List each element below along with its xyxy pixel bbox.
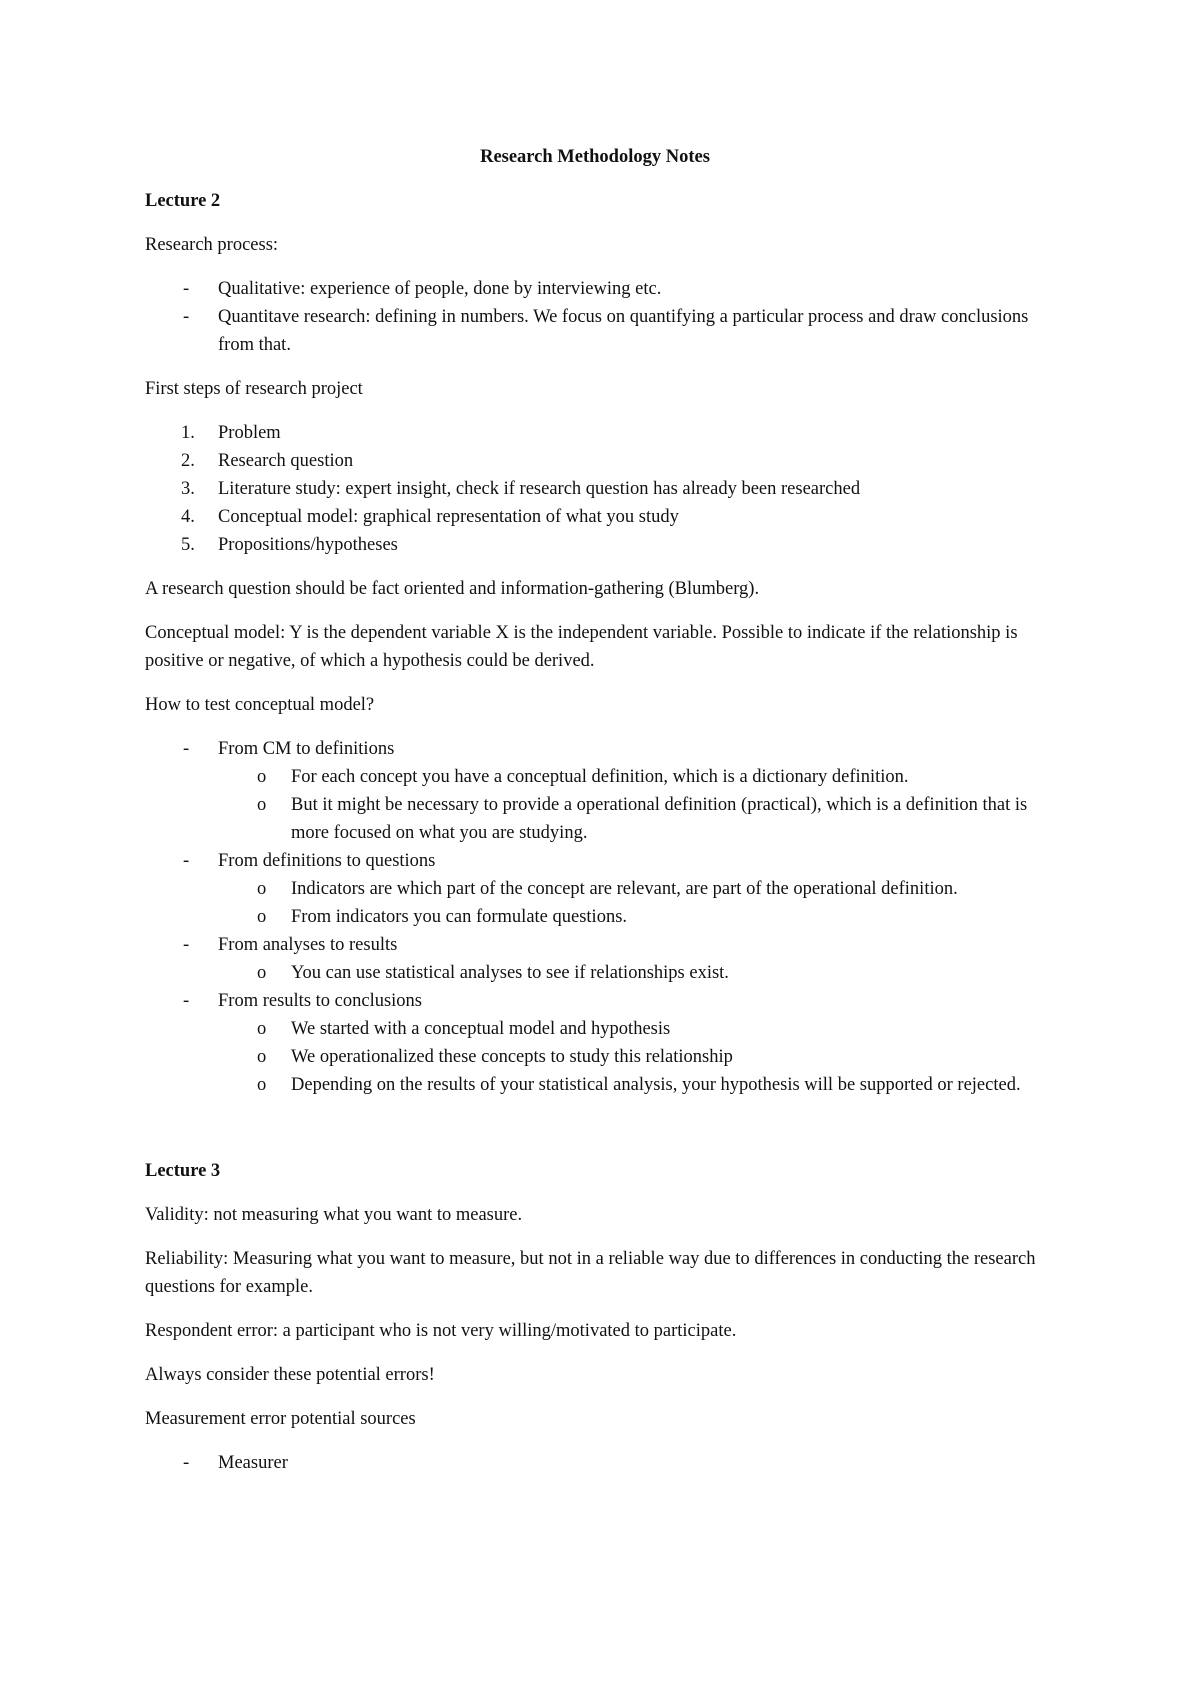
dash-bullet: - [183, 1453, 190, 1473]
list-item-text: From CM to definitions [218, 739, 395, 759]
sub-list-item-text: We operationalized these concepts to study this relationship [291, 1047, 733, 1067]
validity-note: Validity: not measuring what you want to measure. [145, 1205, 523, 1225]
dash-bullet: - [183, 991, 190, 1011]
test-cm-label: How to test conceptual model? [145, 695, 375, 715]
first-steps-list [145, 419, 1045, 559]
list-item-text: From definitions to questions [218, 851, 436, 871]
list-item [145, 987, 1045, 1015]
sub-list-item-text: Depending on the results of your statistical analysis, your hypothesis will be supported or rejected. [291, 1075, 1021, 1095]
dash-bullet: - [183, 307, 190, 327]
list-item-text: Qualitative: experience of people, done by interviewing etc. [218, 279, 662, 299]
list-item-text: Research question [218, 451, 354, 471]
list-item [145, 275, 1045, 303]
document-title: Research Methodology Notes [480, 147, 710, 167]
numbered-item [145, 503, 1045, 531]
sub-list-item [145, 763, 1045, 791]
sub-list-item [145, 1015, 1045, 1043]
sub-list-item-text: We started with a conceptual model and hypothesis [291, 1019, 671, 1039]
sub-list-item [145, 1071, 1045, 1099]
document-page [145, 135, 1045, 1493]
circle-bullet: o [257, 963, 267, 983]
sub-list-item-text: But it might be necessary to provide a operational definition (practical), which is a definition that is more focused on what you are studying. [291, 795, 1028, 843]
always-consider-note: Always consider these potential errors! [145, 1365, 435, 1385]
measurement-error-list [145, 1449, 1045, 1477]
first-steps-label: First steps of research project [145, 379, 363, 399]
respondent-error-note: Respondent error: a participant who is not very willing/motivated to participate. [145, 1321, 737, 1341]
sub-list-item [145, 959, 1045, 987]
reliability-note: Reliability: Measuring what you want to measure, but not in a reliable way due to differences in conducting the research questions for example. [145, 1249, 1036, 1297]
measurement-error-label: Measurement error potential sources [145, 1409, 416, 1429]
sub-list-item-text: For each concept you have a conceptual definition, which is a dictionary definition. [291, 767, 909, 787]
research-question-note: A research question should be fact oriented and information-gathering (Blumberg). [145, 579, 760, 599]
list-item-text: Problem [218, 423, 281, 443]
circle-bullet: o [257, 767, 267, 787]
item-number: 4. [181, 507, 195, 527]
section-spacer [145, 1115, 1045, 1157]
lecture-2-heading: Lecture 2 [145, 191, 221, 211]
sub-list-item [145, 875, 1045, 903]
circle-bullet: o [257, 1075, 267, 1095]
numbered-item [145, 447, 1045, 475]
dash-bullet: - [183, 851, 190, 871]
list-item-text: Conceptual model: graphical representation of what you study [218, 507, 679, 527]
sub-list-item [145, 903, 1045, 931]
sub-list-item [145, 791, 1045, 847]
sub-list-item [145, 1043, 1045, 1071]
item-number: 1. [181, 423, 195, 443]
sub-list-item-text: Indicators are which part of the concept are relevant, are part of the operational definition. [291, 879, 958, 899]
list-item-text: From analyses to results [218, 935, 398, 955]
list-item-text: Propositions/hypotheses [218, 535, 398, 555]
list-item [145, 847, 1045, 875]
conceptual-model-note: Conceptual model: Y is the dependent variable X is the independent variable. Possible to indicate if the relationship is positive or negative, of which a hypothesis could be derived. [145, 623, 1018, 671]
item-number: 2. [181, 451, 195, 471]
sub-list-item-text: You can use statistical analyses to see if relationships exist. [291, 963, 729, 983]
item-number: 5. [181, 535, 195, 555]
list-item-text: From results to conclusions [218, 991, 423, 1011]
list-item [145, 931, 1045, 959]
dash-bullet: - [183, 739, 190, 759]
research-process-label: Research process: [145, 235, 279, 255]
circle-bullet: o [257, 1047, 267, 1067]
circle-bullet: o [257, 1019, 267, 1039]
list-item [145, 303, 1045, 359]
test-cm-list [145, 735, 1045, 1099]
circle-bullet: o [257, 795, 267, 815]
list-item-text: Quantitave research: defining in numbers. We focus on quantifying a particular process and draw conclusions from that. [218, 307, 1029, 355]
list-item-text: Literature study: expert insight, check if research question has already been researched [218, 479, 861, 499]
numbered-item [145, 531, 1045, 559]
lecture-3-heading: Lecture 3 [145, 1161, 221, 1181]
list-item-text: Measurer [218, 1453, 288, 1473]
list-item [145, 1449, 1045, 1477]
list-item [145, 735, 1045, 763]
numbered-item [145, 419, 1045, 447]
research-process-list [145, 275, 1045, 359]
circle-bullet: o [257, 907, 267, 927]
dash-bullet: - [183, 279, 190, 299]
sub-list-item-text: From indicators you can formulate questions. [291, 907, 628, 927]
item-number: 3. [181, 479, 195, 499]
dash-bullet: - [183, 935, 190, 955]
numbered-item [145, 475, 1045, 503]
circle-bullet: o [257, 879, 267, 899]
